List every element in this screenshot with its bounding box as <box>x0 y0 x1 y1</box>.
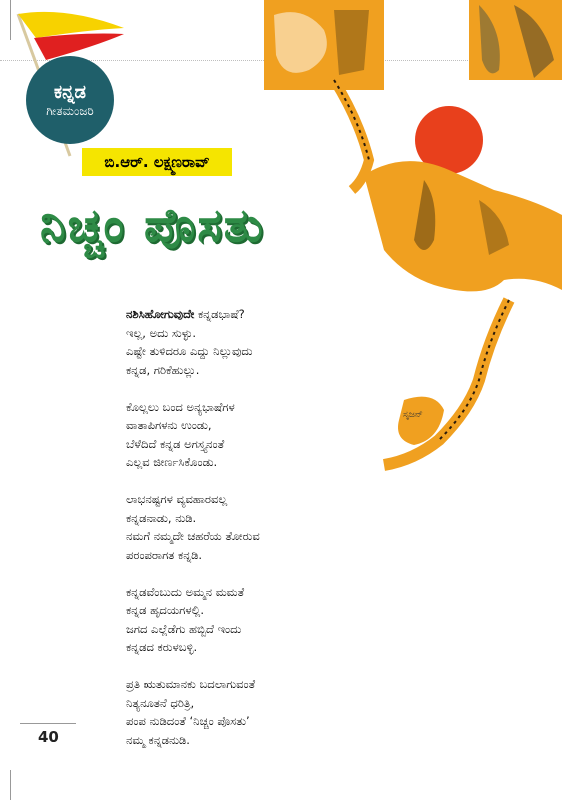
poem-line: ಕನ್ನಡ, ಗರಿಕೆಹುಲ್ಲು. <box>126 362 200 377</box>
poem-body <box>126 305 356 768</box>
poem-line: ಕನ್ನಡನಾಡು, ನುಡಿ. <box>126 510 197 525</box>
logo-title: ಕನ್ನಡ <box>53 82 86 103</box>
poem-line: ಕನ್ನಡದ ಕರುಳಬಳ್ಳಿ. <box>126 640 198 654</box>
poem-line: ಎಲ್ಲವ ಜೀರ್ಣಸಿಕೊಂಡು. <box>126 455 218 469</box>
poem-line-text: ಕನ್ನಡಭಾಷೆ? <box>198 307 245 321</box>
crop-mark-bottom <box>10 770 11 800</box>
page-number: 40 <box>38 728 59 746</box>
poem-line: ವಾತಾಪಿಗಳನು ಉಂಡು, <box>126 418 212 432</box>
poem-first-word: ನಶಿಸಿಹೋಗುವುದೇ <box>126 307 195 321</box>
logo-badge <box>26 56 114 144</box>
poem-line: ಕನ್ನಡ ಹೃದಯಗಳಲ್ಲಿ. <box>126 603 204 617</box>
page-number-rule <box>20 723 76 724</box>
poem-line: ಜಗದ ಎಲ್ಲೆಡೆಗು ಹಬ್ಬಿದೆ ಇಂದು <box>126 621 242 636</box>
poem-line: ಕೊಲ್ಲಲು ಬಂದ ಅನ್ಯಭಾಷೆಗಳ <box>126 399 235 414</box>
logo-subtitle: ಗೀತಮಂಜರಿ <box>46 103 94 118</box>
poem-line: ನಮಗೆ ನಮ್ಮದೇ ಚಹರೆಯ ತೋರುವ <box>126 529 260 543</box>
artist-signature: ಸೃಜನ್ <box>403 410 423 420</box>
stanza-1 <box>126 305 356 379</box>
stanza-4 <box>126 583 356 657</box>
poem-line: ಕನ್ನಡವೆಂಬುದು ಅಮ್ಮನ ಮಮತೆ <box>126 584 245 599</box>
poem-title: ನಿಚ್ಚಂ ಪೊಸತು <box>40 198 265 252</box>
poem-line: ಎಷ್ಟೇ ತುಳಿದರೂ ಎದ್ದು ನಿಲ್ಲುವುದು <box>126 344 253 358</box>
poem-line: ಪಂಪ ನುಡಿದಂತೆ ‘ನಿಚ್ಚಂ ಪೊಸತು’ <box>126 714 250 728</box>
poem-line: ಲಾಭನಷ್ಟಗಳ ವ್ಯವಹಾರವಲ್ಲ <box>126 492 228 506</box>
poem-line: ಇಲ್ಲ, ಅದು ಸುಳ್ಳು. <box>126 325 196 340</box>
poem-line: ನಿತ್ಯನೂತನೆ ಧರಿತ್ರಿ, <box>126 695 195 710</box>
stanza-3 <box>126 490 356 564</box>
poem-line: ಪ್ರತಿ ಋತುಮಾನಕು ಬದಲಾಗುವಂತೆ <box>126 677 256 691</box>
stanza-5 <box>126 675 356 749</box>
poem-line: ಬೆಳೆದಿದೆ ಕನ್ನಡ ಅಗಸ್ತ್ಯನಂತೆ <box>126 436 225 451</box>
kannada-flag-logo <box>6 8 156 158</box>
poem-line: ಪರಂಪರಾಗತ ಕನ್ನಡಿ. <box>126 547 203 562</box>
poem-line <box>126 305 356 324</box>
author-name: ಬಿ.ಆರ್. ಲಕ್ಷ್ಮಣರಾವ್ <box>82 148 232 176</box>
poem-line: ನಮ್ಮ ಕನ್ನಡನುಡಿ. <box>126 732 190 747</box>
stanza-2 <box>126 398 356 472</box>
